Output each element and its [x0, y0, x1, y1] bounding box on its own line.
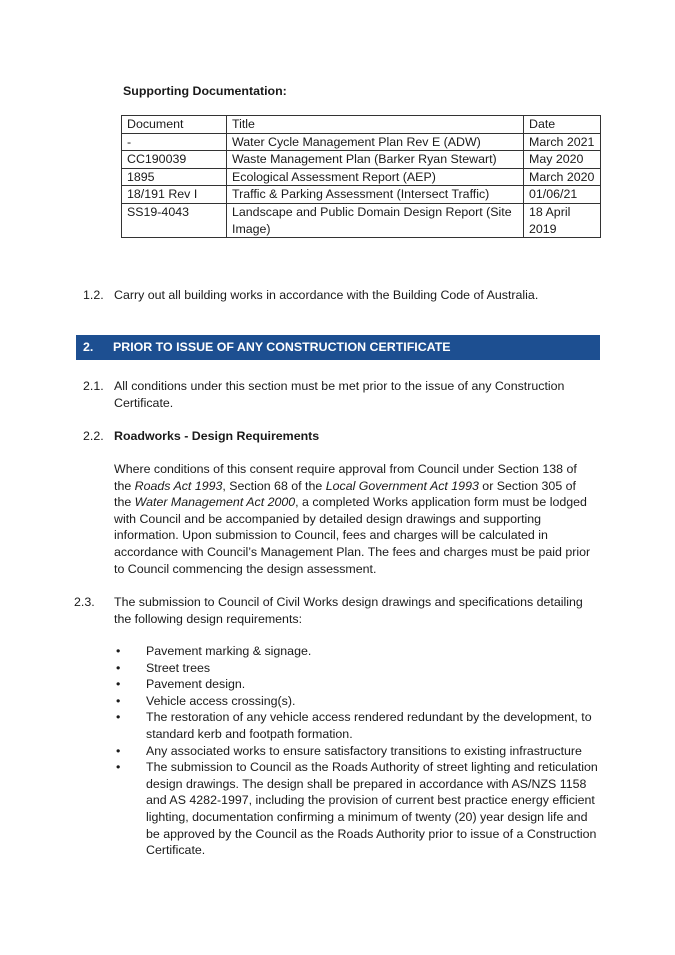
condition-number-2-1: 2.1.	[83, 379, 104, 393]
table-row	[122, 168, 601, 186]
text-segment: , Section 68 of the	[222, 478, 326, 493]
supporting-documentation-heading: Supporting Documentation:	[123, 84, 287, 98]
list-item-text: The restoration of any vehicle access rendered redundant by the development, to standard kerb and footpath formation.	[146, 710, 592, 741]
document-cell: 1895	[122, 168, 227, 186]
list-item	[114, 676, 600, 693]
condition-2-3-text: The submission to Council of Civil Works design drawings and specifications detailing the following design requirements:	[114, 595, 583, 626]
condition-2-2-heading: Roadworks - Design Requirements	[114, 429, 320, 443]
section-number: 2.	[83, 340, 94, 354]
column-header-date: Date	[524, 116, 601, 134]
bullet: •	[116, 677, 121, 692]
table-row	[122, 203, 601, 237]
list-item	[114, 743, 600, 760]
list-item-text: Pavement design.	[146, 677, 246, 692]
act-name: Roads Act 1993	[134, 478, 223, 493]
document-cell: CC190039	[122, 151, 227, 169]
condition-2-1-text: All conditions under this section must be met prior to the issue of any Construction Certificate.	[114, 379, 565, 410]
date-cell: 18 April 2019	[524, 203, 601, 237]
bullet: •	[116, 760, 121, 775]
list-item	[114, 759, 600, 859]
date-cell: March 2021	[524, 133, 601, 151]
document-cell: -	[122, 133, 227, 151]
act-name: Local Government Act 1993	[325, 478, 479, 493]
document-cell: 18/191 Rev I	[122, 186, 227, 204]
title-cell: Traffic & Parking Assessment (Intersect Traffic)	[227, 186, 524, 204]
condition-number-1-2: 1.2.	[83, 288, 104, 302]
document-cell: SS19-4043	[122, 203, 227, 237]
bullet: •	[116, 710, 121, 725]
bullet: •	[116, 644, 121, 658]
title-cell: Water Cycle Management Plan Rev E (ADW)	[227, 133, 524, 151]
supporting-documentation-table	[121, 115, 601, 238]
table-row	[122, 133, 601, 151]
list-item	[114, 660, 600, 677]
bullet: •	[116, 660, 121, 675]
bullet: •	[116, 743, 121, 758]
table-header-row	[122, 116, 601, 134]
list-item	[114, 643, 600, 660]
list-item-text: Street trees	[146, 660, 211, 675]
list-item-text: Pavement marking & signage.	[146, 644, 312, 658]
text-segment: , a completed Works application form must be lodged with Council and be accompanied by detailed design drawings and supporting information. Upon submission to Council, fees and charges will be calculated in accordance with Council’s Management Plan. The fees and charges must be paid prior to Council commencing the design assessment.	[114, 495, 591, 576]
column-header-document: Document	[122, 116, 227, 134]
act-name: Water Management Act 2000	[134, 495, 296, 510]
date-cell: May 2020	[524, 151, 601, 169]
list-item	[114, 693, 600, 710]
title-cell: Waste Management Plan (Barker Ryan Stewart)	[227, 151, 524, 169]
list-item-text: Any associated works to ensure satisfactory transitions to existing infrastructure	[146, 743, 582, 758]
title-cell: Landscape and Public Domain Design Report (Site Image)	[227, 203, 524, 237]
date-cell: March 2020	[524, 168, 601, 186]
list-item-text: The submission to Council as the Roads Authority of street lighting and reticulation design drawings. The design shall be prepared in accordance with AS/NZS 1158 and AS 4282-1997, including the provision of current best practice energy efficient lighting, documentation confirming a minimum of twenty (20) year design life and be approved by the Council as the Roads Authority prior to issue of a Construction Certificate.	[146, 760, 598, 858]
list-item	[114, 709, 600, 742]
condition-2-2-text	[114, 461, 594, 577]
section-title: PRIOR TO ISSUE OF ANY CONSTRUCTION CERTIFICATE	[113, 340, 451, 354]
list-item-text: Vehicle access crossing(s).	[146, 693, 296, 708]
condition-number-2-2: 2.2.	[83, 429, 104, 443]
design-requirements-list	[114, 643, 600, 859]
section-2-header	[76, 335, 600, 360]
column-header-title: Title	[227, 116, 524, 134]
condition-1-2-text: Carry out all building works in accordance with the Building Code of Australia.	[114, 288, 539, 302]
condition-number-2-3: 2.3.	[74, 595, 95, 609]
text-segment: Where conditions of this consent require approval from Council under Section 138 of the	[114, 462, 577, 493]
date-cell: 01/06/21	[524, 186, 601, 204]
bullet: •	[116, 693, 121, 708]
text-segment: or Section 305 of the	[114, 478, 576, 510]
table-row	[122, 151, 601, 169]
title-cell: Ecological Assessment Report (AEP)	[227, 168, 524, 186]
table-row	[122, 186, 601, 204]
